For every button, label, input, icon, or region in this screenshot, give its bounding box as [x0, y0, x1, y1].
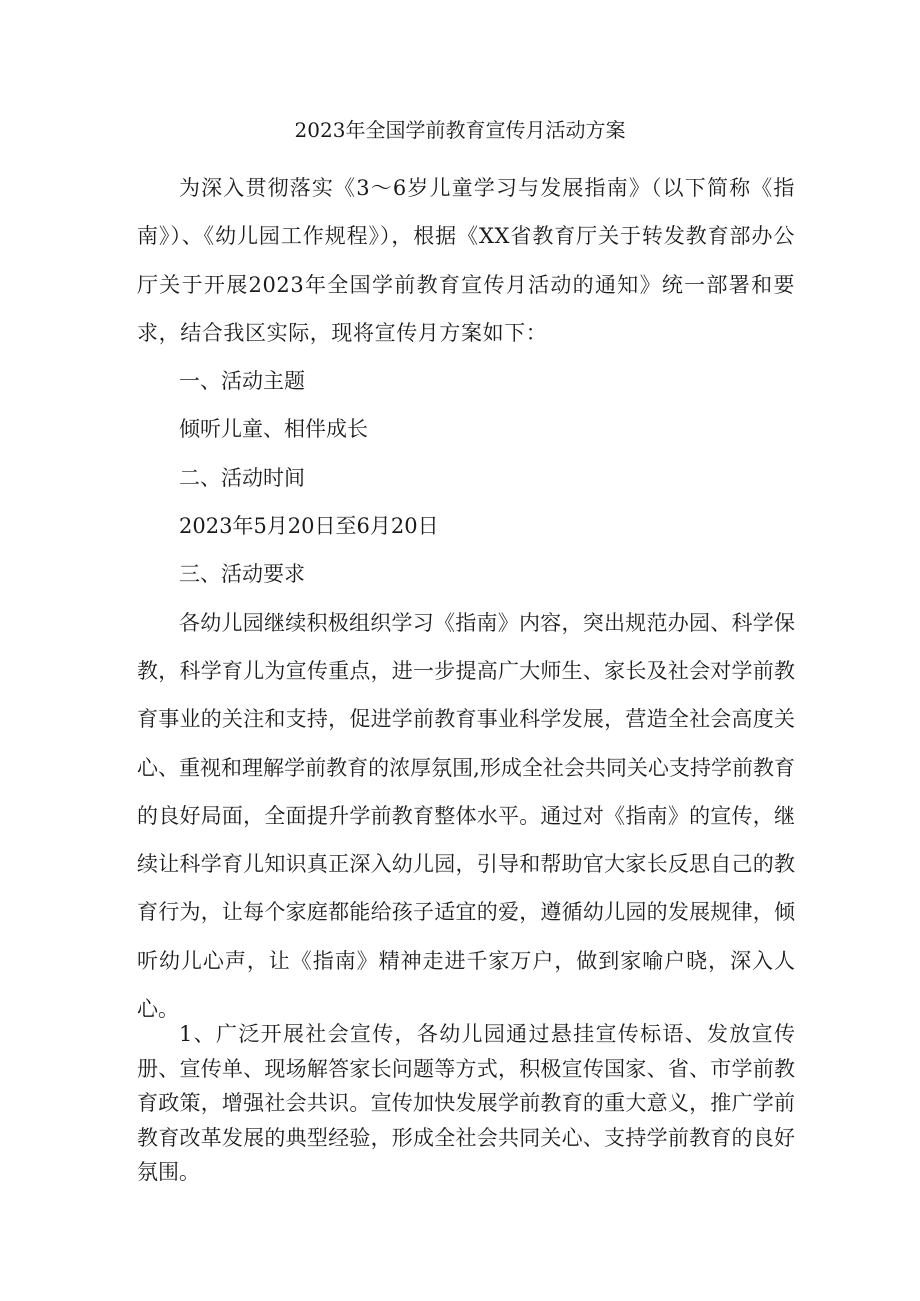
- section-content-theme: 倾听儿童、相伴成长: [179, 417, 368, 442]
- section-heading-time: 二、活动时间: [179, 465, 305, 490]
- document-body: [137, 164, 795, 1033]
- section-heading-requirements: 三、活动要求: [179, 562, 305, 587]
- item-list: [137, 1017, 795, 1190]
- section-content-time: 2023年5月20日至6月20日: [179, 514, 439, 539]
- document-title: 2023年全国学前教育宣传月活动方案: [294, 118, 626, 142]
- intro-paragraph: 为深入贯彻落实《3～6岁儿童学习与发展指南》（以下简称《指南》）、《幼儿园工作规程》），根据《XX省教育厅关于转发教育部办公厅关于开展2023年全国学前教育宣传月活动的通知》统一部署和要求，结合我区实际，现将宣传月方案如下：: [137, 176, 795, 345]
- section-heading-theme: 一、活动主题: [179, 369, 305, 394]
- section-content-requirements: 各幼儿园继续积极组织学习《指南》内容，突出规范办园、科学保教，科学育儿为宣传重点，进一步提高广大师生、家长及社会对学前教育事业的关注和支持，促进学前教育事业科学发展，营造全社会高度关心、重视和理解学前教育的浓厚氛围,形成全社会共同关心支持学前教育的良好局面，全面提升学前教育整体水平。通过对《指南》的宣传，继续让科学育儿知识真正深入幼儿园，引导和帮助官大家长反思自己的教育行为，让每个家庭都能给孩子适宜的爱，遵循幼儿园的发展规律，倾听幼儿心声，让《指南》精神走进千家万户，做到家喻户晓，深入人心。: [137, 610, 795, 1022]
- list-item: 1、广泛开展社会宣传，各幼儿园通过悬挂宣传标语、发放宣传册、宣传单、现场解答家长问题等方式，积极宣传国家、省、市学前教育政策，增强社会共识。宣传加快发展学前教育的重大意义，推广学前教育改革发展的典型经验，形成全社会共同关心、支持学前教育的良好氛围。: [137, 1022, 795, 1184]
